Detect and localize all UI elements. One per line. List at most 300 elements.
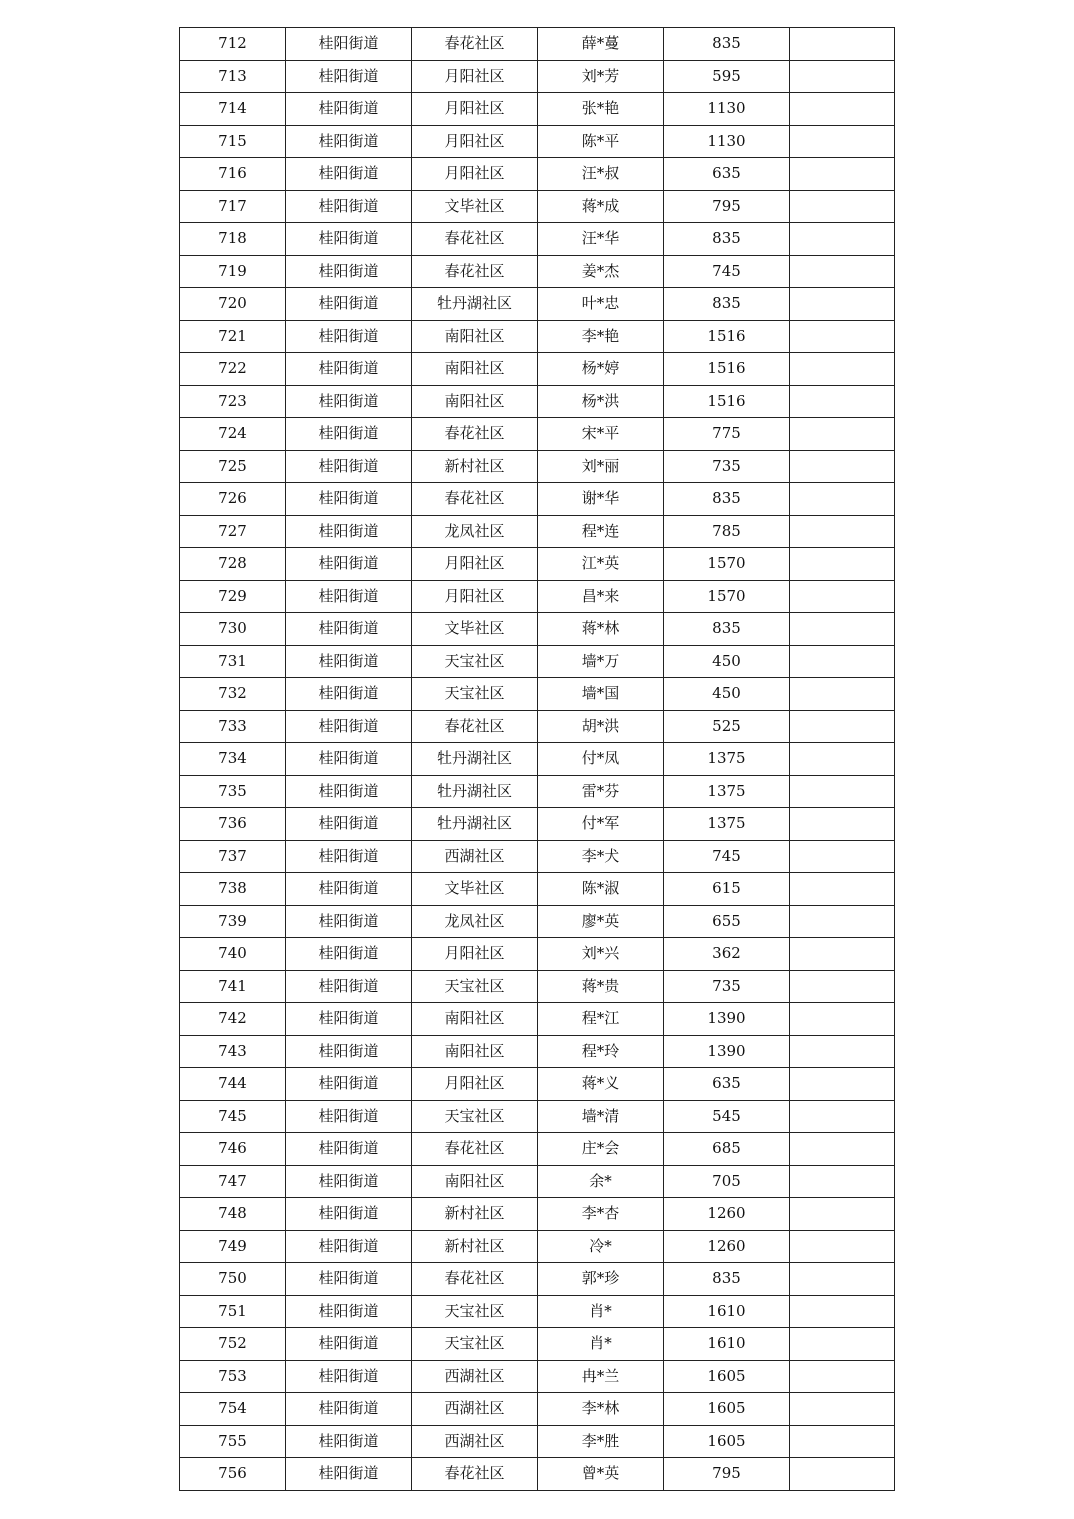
row-number-cell: 727: [180, 515, 286, 548]
table-row: [180, 905, 895, 938]
row-number-cell: 746: [180, 1133, 286, 1166]
name-cell: 冷*: [538, 1230, 664, 1263]
table-row: [180, 775, 895, 808]
table-row: [180, 645, 895, 678]
row-number-cell: 743: [180, 1035, 286, 1068]
street-cell: 桂阳街道: [286, 743, 412, 776]
name-cell: 郭*珍: [538, 1263, 664, 1296]
community-cell: 春花社区: [412, 710, 538, 743]
table-row: [180, 385, 895, 418]
amount-cell: 1570: [664, 580, 790, 613]
name-cell: 付*军: [538, 808, 664, 841]
table-row: [180, 1068, 895, 1101]
remark-cell: [790, 1425, 895, 1458]
name-cell: 廖*英: [538, 905, 664, 938]
community-cell: 天宝社区: [412, 1328, 538, 1361]
remark-cell: [790, 1328, 895, 1361]
street-cell: 桂阳街道: [286, 580, 412, 613]
row-number-cell: 748: [180, 1198, 286, 1231]
table-row: [180, 808, 895, 841]
table-row: [180, 1165, 895, 1198]
name-cell: 杨*洪: [538, 385, 664, 418]
street-cell: 桂阳街道: [286, 125, 412, 158]
remark-cell: [790, 645, 895, 678]
row-number-cell: 720: [180, 288, 286, 321]
table-row: [180, 60, 895, 93]
amount-cell: 595: [664, 60, 790, 93]
row-number-cell: 747: [180, 1165, 286, 1198]
table-row: [180, 710, 895, 743]
remark-cell: [790, 450, 895, 483]
street-cell: 桂阳街道: [286, 775, 412, 808]
name-cell: 汪*华: [538, 223, 664, 256]
remark-cell: [790, 548, 895, 581]
community-cell: 天宝社区: [412, 645, 538, 678]
street-cell: 桂阳街道: [286, 645, 412, 678]
street-cell: 桂阳街道: [286, 873, 412, 906]
table-row: [180, 288, 895, 321]
table-row: [180, 1393, 895, 1426]
community-cell: 月阳社区: [412, 93, 538, 126]
amount-cell: 1516: [664, 353, 790, 386]
amount-cell: 835: [664, 28, 790, 61]
amount-cell: 1260: [664, 1230, 790, 1263]
row-number-cell: 737: [180, 840, 286, 873]
street-cell: 桂阳街道: [286, 223, 412, 256]
table-body: [180, 28, 895, 1491]
community-cell: 南阳社区: [412, 353, 538, 386]
amount-cell: 745: [664, 840, 790, 873]
name-cell: 曾*英: [538, 1458, 664, 1491]
remark-cell: [790, 483, 895, 516]
remark-cell: [790, 28, 895, 61]
amount-cell: 1516: [664, 385, 790, 418]
community-cell: 春花社区: [412, 1458, 538, 1491]
table-row: [180, 1133, 895, 1166]
table-row: [180, 743, 895, 776]
table-row: [180, 190, 895, 223]
amount-cell: 635: [664, 158, 790, 191]
amount-cell: 745: [664, 255, 790, 288]
name-cell: 蒋*成: [538, 190, 664, 223]
row-number-cell: 719: [180, 255, 286, 288]
table-row: [180, 353, 895, 386]
name-cell: 陈*淑: [538, 873, 664, 906]
amount-cell: 450: [664, 645, 790, 678]
amount-cell: 545: [664, 1100, 790, 1133]
row-number-cell: 725: [180, 450, 286, 483]
row-number-cell: 730: [180, 613, 286, 646]
row-number-cell: 713: [180, 60, 286, 93]
amount-cell: 835: [664, 1263, 790, 1296]
name-cell: 宋*平: [538, 418, 664, 451]
community-cell: 龙凤社区: [412, 905, 538, 938]
row-number-cell: 721: [180, 320, 286, 353]
remark-cell: [790, 1458, 895, 1491]
street-cell: 桂阳街道: [286, 1458, 412, 1491]
amount-cell: 362: [664, 938, 790, 971]
table-row: [180, 1003, 895, 1036]
community-cell: 西湖社区: [412, 1425, 538, 1458]
remark-cell: [790, 190, 895, 223]
amount-cell: 1130: [664, 125, 790, 158]
community-cell: 天宝社区: [412, 1295, 538, 1328]
community-cell: 牡丹湖社区: [412, 808, 538, 841]
community-cell: 天宝社区: [412, 970, 538, 1003]
table-row: [180, 1295, 895, 1328]
table-row: [180, 1035, 895, 1068]
row-number-cell: 753: [180, 1360, 286, 1393]
street-cell: 桂阳街道: [286, 808, 412, 841]
remark-cell: [790, 1100, 895, 1133]
row-number-cell: 734: [180, 743, 286, 776]
street-cell: 桂阳街道: [286, 190, 412, 223]
row-number-cell: 726: [180, 483, 286, 516]
street-cell: 桂阳街道: [286, 1165, 412, 1198]
row-number-cell: 749: [180, 1230, 286, 1263]
amount-cell: 775: [664, 418, 790, 451]
remark-cell: [790, 223, 895, 256]
remark-cell: [790, 1393, 895, 1426]
community-cell: 月阳社区: [412, 60, 538, 93]
name-cell: 李*杏: [538, 1198, 664, 1231]
street-cell: 桂阳街道: [286, 1425, 412, 1458]
row-number-cell: 722: [180, 353, 286, 386]
street-cell: 桂阳街道: [286, 1393, 412, 1426]
remark-cell: [790, 353, 895, 386]
street-cell: 桂阳街道: [286, 450, 412, 483]
name-cell: 程*连: [538, 515, 664, 548]
amount-cell: 685: [664, 1133, 790, 1166]
street-cell: 桂阳街道: [286, 158, 412, 191]
row-number-cell: 716: [180, 158, 286, 191]
row-number-cell: 740: [180, 938, 286, 971]
row-number-cell: 750: [180, 1263, 286, 1296]
community-cell: 南阳社区: [412, 1165, 538, 1198]
name-cell: 汪*叔: [538, 158, 664, 191]
community-cell: 天宝社区: [412, 678, 538, 711]
table-row: [180, 580, 895, 613]
street-cell: 桂阳街道: [286, 1068, 412, 1101]
name-cell: 冉*兰: [538, 1360, 664, 1393]
row-number-cell: 712: [180, 28, 286, 61]
name-cell: 付*凤: [538, 743, 664, 776]
community-cell: 西湖社区: [412, 1393, 538, 1426]
row-number-cell: 756: [180, 1458, 286, 1491]
table-row: [180, 1425, 895, 1458]
remark-cell: [790, 1035, 895, 1068]
name-cell: 墙*万: [538, 645, 664, 678]
name-cell: 庄*会: [538, 1133, 664, 1166]
street-cell: 桂阳街道: [286, 613, 412, 646]
name-cell: 江*英: [538, 548, 664, 581]
name-cell: 余*: [538, 1165, 664, 1198]
table-row: [180, 1230, 895, 1263]
name-cell: 李*艳: [538, 320, 664, 353]
table-row: [180, 223, 895, 256]
amount-cell: 1605: [664, 1360, 790, 1393]
row-number-cell: 718: [180, 223, 286, 256]
remark-cell: [790, 1198, 895, 1231]
table-row: [180, 840, 895, 873]
amount-cell: 835: [664, 288, 790, 321]
amount-cell: 795: [664, 1458, 790, 1491]
community-cell: 春花社区: [412, 255, 538, 288]
amount-cell: 1605: [664, 1393, 790, 1426]
remark-cell: [790, 320, 895, 353]
table-row: [180, 483, 895, 516]
community-cell: 牡丹湖社区: [412, 775, 538, 808]
street-cell: 桂阳街道: [286, 1035, 412, 1068]
table-row: [180, 613, 895, 646]
street-cell: 桂阳街道: [286, 515, 412, 548]
row-number-cell: 742: [180, 1003, 286, 1036]
community-cell: 文毕社区: [412, 873, 538, 906]
amount-cell: 705: [664, 1165, 790, 1198]
name-cell: 肖*: [538, 1295, 664, 1328]
name-cell: 陈*平: [538, 125, 664, 158]
table-row: [180, 1100, 895, 1133]
amount-cell: 1260: [664, 1198, 790, 1231]
name-cell: 李*犬: [538, 840, 664, 873]
data-table: [179, 27, 895, 1491]
row-number-cell: 729: [180, 580, 286, 613]
name-cell: 刘*丽: [538, 450, 664, 483]
community-cell: 春花社区: [412, 223, 538, 256]
amount-cell: 1130: [664, 93, 790, 126]
amount-cell: 835: [664, 483, 790, 516]
row-number-cell: 735: [180, 775, 286, 808]
street-cell: 桂阳街道: [286, 1263, 412, 1296]
street-cell: 桂阳街道: [286, 483, 412, 516]
row-number-cell: 731: [180, 645, 286, 678]
table-row: [180, 418, 895, 451]
row-number-cell: 715: [180, 125, 286, 158]
street-cell: 桂阳街道: [286, 1230, 412, 1263]
name-cell: 胡*洪: [538, 710, 664, 743]
remark-cell: [790, 125, 895, 158]
name-cell: 蒋*义: [538, 1068, 664, 1101]
street-cell: 桂阳街道: [286, 938, 412, 971]
street-cell: 桂阳街道: [286, 385, 412, 418]
street-cell: 桂阳街道: [286, 1100, 412, 1133]
name-cell: 姜*杰: [538, 255, 664, 288]
table-row: [180, 125, 895, 158]
street-cell: 桂阳街道: [286, 93, 412, 126]
amount-cell: 1375: [664, 808, 790, 841]
community-cell: 牡丹湖社区: [412, 288, 538, 321]
row-number-cell: 728: [180, 548, 286, 581]
amount-cell: 735: [664, 450, 790, 483]
remark-cell: [790, 93, 895, 126]
remark-cell: [790, 1165, 895, 1198]
name-cell: 程*玲: [538, 1035, 664, 1068]
remark-cell: [790, 158, 895, 191]
amount-cell: 1375: [664, 775, 790, 808]
amount-cell: 525: [664, 710, 790, 743]
name-cell: 蒋*林: [538, 613, 664, 646]
community-cell: 新村社区: [412, 1230, 538, 1263]
community-cell: 月阳社区: [412, 1068, 538, 1101]
table-row: [180, 320, 895, 353]
table-row: [180, 970, 895, 1003]
remark-cell: [790, 1263, 895, 1296]
street-cell: 桂阳街道: [286, 905, 412, 938]
street-cell: 桂阳街道: [286, 255, 412, 288]
street-cell: 桂阳街道: [286, 1295, 412, 1328]
amount-cell: 785: [664, 515, 790, 548]
amount-cell: 835: [664, 613, 790, 646]
row-number-cell: 755: [180, 1425, 286, 1458]
row-number-cell: 745: [180, 1100, 286, 1133]
community-cell: 月阳社区: [412, 158, 538, 191]
community-cell: 春花社区: [412, 1263, 538, 1296]
row-number-cell: 739: [180, 905, 286, 938]
table-row: [180, 873, 895, 906]
amount-cell: 1516: [664, 320, 790, 353]
remark-cell: [790, 710, 895, 743]
community-cell: 牡丹湖社区: [412, 743, 538, 776]
amount-cell: 635: [664, 1068, 790, 1101]
community-cell: 月阳社区: [412, 548, 538, 581]
amount-cell: 615: [664, 873, 790, 906]
row-number-cell: 741: [180, 970, 286, 1003]
community-cell: 春花社区: [412, 483, 538, 516]
name-cell: 李*胜: [538, 1425, 664, 1458]
name-cell: 杨*婷: [538, 353, 664, 386]
name-cell: 刘*兴: [538, 938, 664, 971]
amount-cell: 1610: [664, 1328, 790, 1361]
table-row: [180, 548, 895, 581]
community-cell: 春花社区: [412, 28, 538, 61]
remark-cell: [790, 840, 895, 873]
remark-cell: [790, 60, 895, 93]
row-number-cell: 736: [180, 808, 286, 841]
remark-cell: [790, 970, 895, 1003]
name-cell: 肖*: [538, 1328, 664, 1361]
community-cell: 南阳社区: [412, 1035, 538, 1068]
remark-cell: [790, 1360, 895, 1393]
row-number-cell: 714: [180, 93, 286, 126]
community-cell: 西湖社区: [412, 840, 538, 873]
community-cell: 月阳社区: [412, 580, 538, 613]
amount-cell: 795: [664, 190, 790, 223]
community-cell: 文毕社区: [412, 613, 538, 646]
name-cell: 雷*芬: [538, 775, 664, 808]
community-cell: 新村社区: [412, 450, 538, 483]
community-cell: 月阳社区: [412, 938, 538, 971]
remark-cell: [790, 515, 895, 548]
amount-cell: 450: [664, 678, 790, 711]
amount-cell: 1570: [664, 548, 790, 581]
row-number-cell: 724: [180, 418, 286, 451]
street-cell: 桂阳街道: [286, 320, 412, 353]
amount-cell: 1605: [664, 1425, 790, 1458]
street-cell: 桂阳街道: [286, 678, 412, 711]
row-number-cell: 752: [180, 1328, 286, 1361]
street-cell: 桂阳街道: [286, 28, 412, 61]
name-cell: 张*艳: [538, 93, 664, 126]
street-cell: 桂阳街道: [286, 353, 412, 386]
row-number-cell: 744: [180, 1068, 286, 1101]
table-row: [180, 1328, 895, 1361]
remark-cell: [790, 288, 895, 321]
remark-cell: [790, 1003, 895, 1036]
name-cell: 李*林: [538, 1393, 664, 1426]
name-cell: 谢*华: [538, 483, 664, 516]
table-row: [180, 93, 895, 126]
row-number-cell: 754: [180, 1393, 286, 1426]
remark-cell: [790, 775, 895, 808]
street-cell: 桂阳街道: [286, 418, 412, 451]
street-cell: 桂阳街道: [286, 548, 412, 581]
table-row: [180, 1263, 895, 1296]
name-cell: 程*江: [538, 1003, 664, 1036]
community-cell: 南阳社区: [412, 1003, 538, 1036]
row-number-cell: 738: [180, 873, 286, 906]
remark-cell: [790, 613, 895, 646]
community-cell: 天宝社区: [412, 1100, 538, 1133]
name-cell: 昌*来: [538, 580, 664, 613]
remark-cell: [790, 418, 895, 451]
remark-cell: [790, 1230, 895, 1263]
amount-cell: 1610: [664, 1295, 790, 1328]
community-cell: 西湖社区: [412, 1360, 538, 1393]
street-cell: 桂阳街道: [286, 1133, 412, 1166]
community-cell: 南阳社区: [412, 320, 538, 353]
amount-cell: 735: [664, 970, 790, 1003]
remark-cell: [790, 905, 895, 938]
remark-cell: [790, 808, 895, 841]
remark-cell: [790, 385, 895, 418]
remark-cell: [790, 938, 895, 971]
remark-cell: [790, 1133, 895, 1166]
street-cell: 桂阳街道: [286, 970, 412, 1003]
amount-cell: 1390: [664, 1003, 790, 1036]
community-cell: 月阳社区: [412, 125, 538, 158]
name-cell: 薛*蔓: [538, 28, 664, 61]
community-cell: 新村社区: [412, 1198, 538, 1231]
remark-cell: [790, 873, 895, 906]
table-row: [180, 678, 895, 711]
street-cell: 桂阳街道: [286, 1328, 412, 1361]
table-row: [180, 28, 895, 61]
remark-cell: [790, 1068, 895, 1101]
remark-cell: [790, 580, 895, 613]
street-cell: 桂阳街道: [286, 710, 412, 743]
street-cell: 桂阳街道: [286, 288, 412, 321]
community-cell: 龙凤社区: [412, 515, 538, 548]
table-row: [180, 1458, 895, 1491]
community-cell: 春花社区: [412, 418, 538, 451]
community-cell: 春花社区: [412, 1133, 538, 1166]
row-number-cell: 732: [180, 678, 286, 711]
remark-cell: [790, 678, 895, 711]
street-cell: 桂阳街道: [286, 840, 412, 873]
remark-cell: [790, 1295, 895, 1328]
row-number-cell: 717: [180, 190, 286, 223]
street-cell: 桂阳街道: [286, 1003, 412, 1036]
name-cell: 蒋*贵: [538, 970, 664, 1003]
street-cell: 桂阳街道: [286, 1198, 412, 1231]
table-row: [180, 938, 895, 971]
name-cell: 墙*清: [538, 1100, 664, 1133]
amount-cell: 1390: [664, 1035, 790, 1068]
street-cell: 桂阳街道: [286, 60, 412, 93]
community-cell: 文毕社区: [412, 190, 538, 223]
amount-cell: 655: [664, 905, 790, 938]
name-cell: 刘*芳: [538, 60, 664, 93]
